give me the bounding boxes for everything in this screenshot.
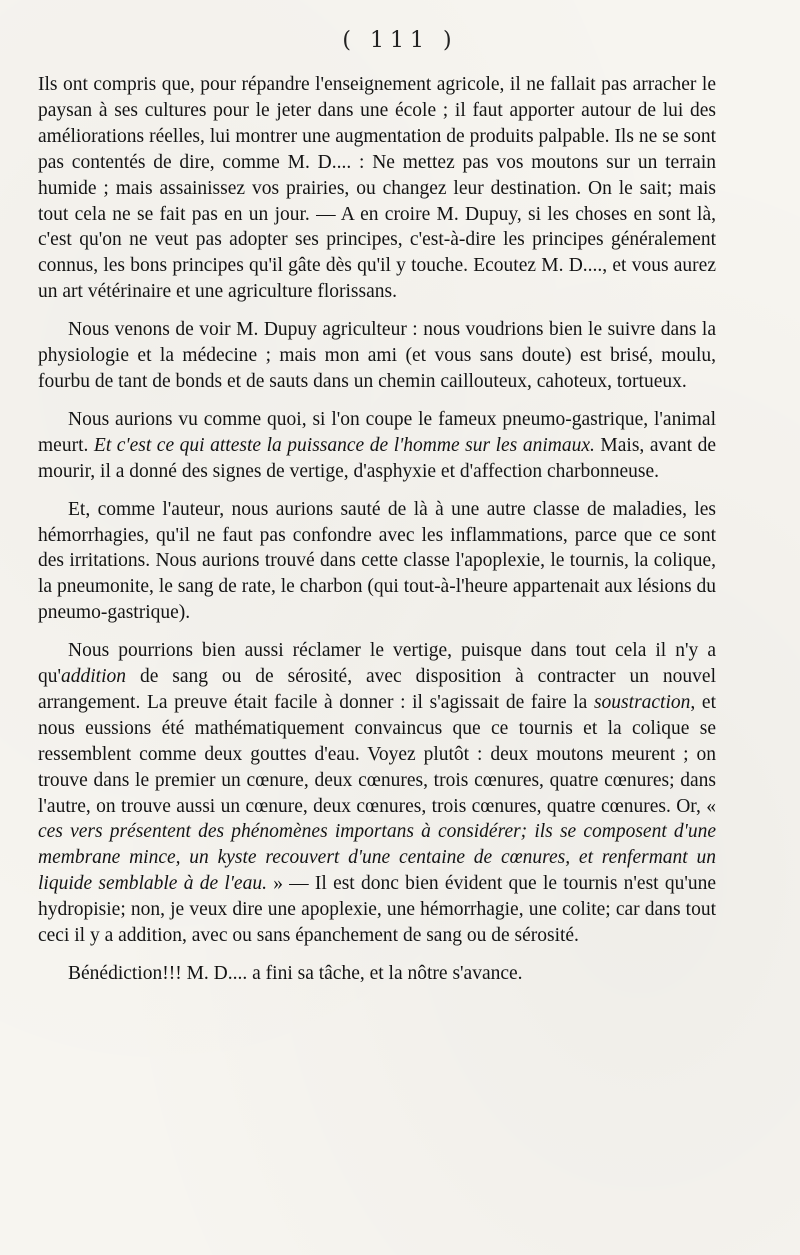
text-segment: Nous venons de voir M. Dupuy agriculteur : nous voudrions bien le suivre dans la physiologie et la médecine ; mais mon ami (et vous sans doute) est brisé, moulu, fourbu de tant de bonds et de sauts dans un chemin caillouteux, cahoteux, tortueux.: [38, 319, 716, 392]
paragraph: [38, 72, 716, 305]
text-segment: Mais, avant de mourir, il a donné des signes de vertige, d'asphyxie et d'affection charbonneuse.: [38, 434, 717, 482]
text-segment: de sang ou de sérosité, avec disposition à contracter un nouvel arrangement. La preuve était facile à donner : il s'agissait de faire la: [38, 666, 716, 713]
paragraph: [38, 407, 716, 485]
paragraph: [38, 961, 716, 987]
page-number: ( 111 ): [342, 28, 458, 53]
italic-text-segment: soustraction: [593, 691, 691, 713]
paragraph: [38, 638, 716, 949]
paragraph: [38, 497, 716, 627]
italic-text-segment: ces vers présentent des phénomènes importans à considérer; ils se composent d'une membrane mince, un kyste recouvert d'une centaine de cœnures, et renfermant un liquide semblable à de l'eau.: [38, 821, 716, 895]
page-body: [38, 72, 716, 999]
text-segment: » — Il est donc bien évident que le tournis n'est qu'une hydropisie; non, je veux dire une apoplexie, une hémorrhagie, une colite; car dans tout ceci il y a addition, avec ou sans épanchement de sang ou de sérosité.: [38, 873, 716, 947]
text-segment: Ils ont compris que, pour répandre l'enseignement agricole, il ne fallait pas arracher le paysan à ses cultures pour le jeter dans une école ; il faut apporter autour de lui des améliorations réelles, lui montrer une augmentation de produits palpable. Ils ne se sont pas contentés de dire, comme M. D.... : Ne mettez pas vos moutons sur un terrain humide ; mais assainissez vos prairies, ou changez leur destination. On le sait; mais tout cela ne se fait pas en un jour. — A en croire M. Dupuy, si les choses en sont là, c'est qu'on ne veut pas adopter ses principes, c'est-à-dire les principes généralement connus, les bons principes qu'il gâte dès qu'il y touche. Ecoutez M. D...., et vous aurez un art vétérinaire et une agriculture florissans.: [38, 74, 716, 303]
italic-text-segment: Et c'est ce qui atteste la puissance de l'homme sur les animaux.: [93, 434, 595, 456]
paragraph: [38, 317, 716, 395]
italic-text-segment: addition: [61, 666, 127, 688]
text-segment: Et, comme l'auteur, nous aurions sauté de là à une autre classe de maladies, les hémorrhagies, qu'il ne faut pas confondre avec les inflammations, parce que ce sont des irritations. Nous aurions trouvé dans cette classe l'apoplexie, le tournis, la colique, la pneumonite, le sang de rate, le charbon (qui tout-à-l'heure appartenait aux lésions du pneumo-gastrique).: [38, 498, 716, 624]
text-segment: Nous aurions vu comme quoi, si l'on coupe le fameux pneumo-gastrique, l'animal meurt.: [38, 408, 716, 456]
text-segment: Nous pourrions bien aussi réclamer le vertige, puisque dans tout cela il n'y a qu': [38, 640, 716, 688]
text-segment: , et nous eussions été mathématiquement convaincus que ce tournis et la colique se ressemblent comme deux gouttes d'eau. Voyez plutôt : deux moutons meurent ; on trouve dans le premier un cœnure, deux cœnures, trois cœnures, quatre cœnures; dans l'autre, on trouve aussi un cœnure, deux cœnures, trois cœnures, quatre cœnures. Or, «: [38, 691, 716, 817]
text-segment: Bénédiction!!! M. D.... a fini sa tâche, et la nôtre s'avance.: [68, 963, 523, 984]
